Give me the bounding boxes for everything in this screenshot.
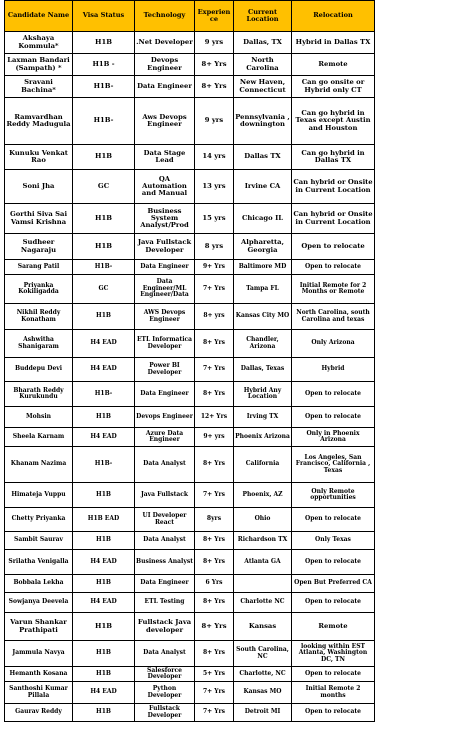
technology-cell[interactable]: Devops Engineer — [135, 54, 195, 76]
table-row — [5, 593, 375, 613]
experience-cell[interactable]: 7+ Yrs — [195, 275, 234, 304]
experience-cell[interactable]: 12+ Yrs — [195, 407, 234, 428]
table-row — [5, 641, 375, 667]
experience-cell[interactable]: 8 yrs — [195, 234, 234, 260]
header-technology[interactable]: Technology — [135, 1, 195, 32]
candidate-name-cell[interactable]: Srilatha Venigalla — [5, 550, 73, 575]
relocation-cell[interactable]: Hybrid in Dallas TX — [292, 32, 375, 54]
current-location-cell[interactable]: Ohio — [234, 508, 292, 532]
technology-cell[interactable]: .Net Developer — [135, 32, 195, 54]
candidate-name-cell[interactable]: Khanam Nazima — [5, 447, 73, 483]
experience-cell[interactable]: 8+ Yrs — [195, 532, 234, 550]
current-location-cell[interactable]: Chicago IL — [234, 204, 292, 234]
visa-status-cell[interactable]: H1B — [73, 234, 135, 260]
relocation-cell[interactable]: Can go onsite or Hybrid only CT — [292, 76, 375, 98]
candidate-name-cell[interactable]: Bobbala Lekha — [5, 575, 73, 593]
current-location-cell[interactable]: Irvine CA — [234, 170, 292, 204]
experience-cell[interactable]: 6 Yrs — [195, 575, 234, 593]
current-location-cell[interactable]: Phoenix Arizona — [234, 428, 292, 447]
visa-status-cell[interactable]: H4 EAD — [73, 593, 135, 613]
technology-cell[interactable]: Business System Analyst/Prod — [135, 204, 195, 234]
visa-status-cell[interactable]: H1B — [73, 641, 135, 667]
technology-cell[interactable]: Python Developer — [135, 682, 195, 704]
table-row — [5, 575, 375, 593]
visa-status-cell[interactable]: H4 EAD — [73, 682, 135, 704]
experience-cell[interactable]: 8+ yrs — [195, 304, 234, 330]
table-row — [5, 170, 375, 204]
visa-status-cell[interactable]: H1B — [73, 613, 135, 641]
relocation-cell[interactable]: Can hybrid or Onsite in Current Location — [292, 170, 375, 204]
candidate-name-cell[interactable]: Nikhil Reddy Konatham — [5, 304, 73, 330]
table-row — [5, 275, 375, 304]
current-location-cell[interactable]: Pennsylvania , downington — [234, 98, 292, 145]
table-row — [5, 667, 375, 682]
experience-cell[interactable]: 8+ Yrs — [195, 550, 234, 575]
technology-cell[interactable]: Business Analyst — [135, 550, 195, 575]
technology-cell[interactable]: Devops Engineer — [135, 407, 195, 428]
visa-status-cell[interactable]: H1B- — [73, 98, 135, 145]
table-row — [5, 145, 375, 170]
current-location-cell[interactable]: Charlotte, NC — [234, 667, 292, 682]
technology-cell[interactable]: Data Engineer — [135, 382, 195, 407]
experience-cell[interactable]: 7+ Yrs — [195, 704, 234, 722]
header-candidate-name[interactable]: Candidate Name — [5, 1, 73, 32]
current-location-cell[interactable]: Chandler, Arizona — [234, 330, 292, 358]
table-row — [5, 508, 375, 532]
visa-status-cell[interactable]: H1B — [73, 575, 135, 593]
experience-cell[interactable]: 8+ Yrs — [195, 330, 234, 358]
visa-status-cell[interactable]: GC — [73, 170, 135, 204]
candidate-name-cell[interactable]: Sarang Patil — [5, 260, 73, 275]
table-row — [5, 358, 375, 382]
table-row — [5, 550, 375, 575]
table-row — [5, 204, 375, 234]
current-location-cell[interactable]: Baltimore MD — [234, 260, 292, 275]
visa-status-cell[interactable]: H1B — [73, 407, 135, 428]
relocation-cell[interactable]: Open to relocate — [292, 407, 375, 428]
experience-cell[interactable]: 8+ Yrs — [195, 382, 234, 407]
table-row — [5, 32, 375, 54]
current-location-cell[interactable]: Kansas MO — [234, 682, 292, 704]
table-row — [5, 330, 375, 358]
table-row — [5, 428, 375, 447]
technology-cell[interactable]: AWS Devops Engineer — [135, 304, 195, 330]
table-row — [5, 260, 375, 275]
candidate-name-cell[interactable]: Priyanka Kokiligadda — [5, 275, 73, 304]
candidate-name-cell[interactable]: Sambit Saurav — [5, 532, 73, 550]
candidate-name-cell[interactable]: Chetty Priyanka — [5, 508, 73, 532]
relocation-cell[interactable]: Can go hybrid in Texas except Austin and Houston — [292, 98, 375, 145]
table-row — [5, 234, 375, 260]
current-location-cell[interactable]: Dallas, TX — [234, 32, 292, 54]
table-row — [5, 613, 375, 641]
experience-cell[interactable]: 5+ Yrs — [195, 667, 234, 682]
table-row — [5, 682, 375, 704]
visa-status-cell[interactable]: H1B- — [73, 382, 135, 407]
candidate-name-cell[interactable]: Sudheer Nagaraju — [5, 234, 73, 260]
relocation-cell[interactable]: Los Angeles, San Francisco, California , Texas — [292, 447, 375, 483]
technology-cell[interactable]: Java Fullstack — [135, 483, 195, 508]
current-location-cell[interactable]: Phoenix, AZ — [234, 483, 292, 508]
technology-cell[interactable]: Aws Devops Engineer — [135, 98, 195, 145]
relocation-cell[interactable]: Hybrid — [292, 358, 375, 382]
relocation-cell[interactable]: North Carolina, south Carolina and texas — [292, 304, 375, 330]
candidate-name-cell[interactable]: Santhoshi Kumar Pillala — [5, 682, 73, 704]
candidate-name-cell[interactable]: Buddepu Devi — [5, 358, 73, 382]
current-location-cell[interactable]: South Carolina, NC — [234, 641, 292, 667]
experience-cell[interactable]: 7+ Yrs — [195, 358, 234, 382]
current-location-cell[interactable]: Kansas — [234, 613, 292, 641]
visa-status-cell[interactable]: H4 EAD — [73, 358, 135, 382]
table-row — [5, 98, 375, 145]
technology-cell[interactable]: Data Engineer — [135, 76, 195, 98]
current-location-cell[interactable]: Dallas, Texas — [234, 358, 292, 382]
visa-status-cell[interactable]: H1B- — [73, 447, 135, 483]
relocation-cell[interactable]: Initial Remote 2 months — [292, 682, 375, 704]
current-location-cell[interactable]: Tampa FL — [234, 275, 292, 304]
candidate-name-cell[interactable]: Gorthi Siva Sai Vamsi Krishna — [5, 204, 73, 234]
candidate-name-cell[interactable]: Sravani Bachina* — [5, 76, 73, 98]
current-location-cell[interactable]: California — [234, 447, 292, 483]
candidate-name-cell[interactable]: Himateja Vuppu — [5, 483, 73, 508]
relocation-cell[interactable]: Can go hybrid in Dallas TX — [292, 145, 375, 170]
relocation-cell[interactable]: Open to relocate — [292, 704, 375, 722]
relocation-cell[interactable]: Remote — [292, 613, 375, 641]
experience-cell[interactable]: 8+ Yrs — [195, 447, 234, 483]
table-row — [5, 382, 375, 407]
visa-status-cell[interactable]: H1B — [73, 304, 135, 330]
technology-cell[interactable]: Fullstack Java developer — [135, 613, 195, 641]
visa-status-cell[interactable]: H1B EAD — [73, 508, 135, 532]
experience-cell[interactable]: 8+ Yrs — [195, 54, 234, 76]
experience-cell[interactable]: 14 yrs — [195, 145, 234, 170]
technology-cell[interactable]: Data Stage Lead — [135, 145, 195, 170]
experience-cell[interactable]: 15 yrs — [195, 204, 234, 234]
relocation-cell[interactable]: Only in Phoenix Arizona — [292, 428, 375, 447]
technology-cell[interactable]: Data Engineer — [135, 575, 195, 593]
current-location-cell[interactable]: Kansas City MO — [234, 304, 292, 330]
candidate-name-cell[interactable]: Kunuku Venkat Rao — [5, 145, 73, 170]
relocation-cell[interactable]: Open to relocate — [292, 667, 375, 682]
relocation-cell[interactable]: Initial Remote for 2 Months or Remote — [292, 275, 375, 304]
current-location-cell[interactable]: Alpharetta, Georgia — [234, 234, 292, 260]
candidate-name-cell[interactable]: Varun Shankar Prathipati — [5, 613, 73, 641]
header-current-location[interactable]: Current Location — [234, 1, 292, 32]
relocation-cell[interactable]: Remote — [292, 54, 375, 76]
table-body — [5, 32, 375, 722]
visa-status-cell[interactable]: GC — [73, 275, 135, 304]
current-location-cell[interactable]: Dallas TX — [234, 145, 292, 170]
visa-status-cell[interactable]: H1B — [73, 667, 135, 682]
candidate-sheet — [4, 0, 374, 722]
current-location-cell[interactable]: New Haven, Connecticut — [234, 76, 292, 98]
visa-status-cell[interactable]: H1B — [73, 32, 135, 54]
table-row — [5, 76, 375, 98]
current-location-cell[interactable]: Irving TX — [234, 407, 292, 428]
visa-status-cell[interactable]: H4 EAD — [73, 428, 135, 447]
candidate-name-cell[interactable]: Akshaya Kommula* — [5, 32, 73, 54]
candidate-name-cell[interactable]: Jammula Navya — [5, 641, 73, 667]
technology-cell[interactable]: Data Analyst — [135, 447, 195, 483]
relocation-cell[interactable]: Only Arizona — [292, 330, 375, 358]
table-row — [5, 407, 375, 428]
experience-cell[interactable]: 8+ Yrs — [195, 76, 234, 98]
relocation-cell[interactable]: Open to relocate — [292, 550, 375, 575]
technology-cell[interactable]: Data Analyst — [135, 532, 195, 550]
relocation-cell[interactable]: Open to relocate — [292, 260, 375, 275]
relocation-cell[interactable]: Can hybrid or Onsite in Current Location — [292, 204, 375, 234]
technology-cell[interactable]: ETL Informatica Developer — [135, 330, 195, 358]
current-location-cell[interactable]: Hybrid Any Location — [234, 382, 292, 407]
technology-cell[interactable]: QA Automation and Manual — [135, 170, 195, 204]
relocation-cell[interactable]: Only Remote opportunities — [292, 483, 375, 508]
table-row — [5, 483, 375, 508]
experience-cell[interactable]: 8+ Yrs — [195, 641, 234, 667]
visa-status-cell[interactable]: H1B — [73, 483, 135, 508]
relocation-cell[interactable]: looking within EST Atlanta, Washington DC, TN — [292, 641, 375, 667]
visa-status-cell[interactable]: H1B- — [73, 76, 135, 98]
visa-status-cell[interactable]: H1B — [73, 704, 135, 722]
relocation-cell[interactable]: Open But Preferred CA — [292, 575, 375, 593]
technology-cell[interactable]: Fullstack Developer — [135, 704, 195, 722]
visa-status-cell[interactable]: H1B — [73, 145, 135, 170]
technology-cell[interactable]: Azure Data Engineer — [135, 428, 195, 447]
candidate-name-cell[interactable]: Hemanth Kosana — [5, 667, 73, 682]
relocation-cell[interactable]: Open to relocate — [292, 593, 375, 613]
visa-status-cell[interactable]: H1B- — [73, 260, 135, 275]
technology-cell[interactable]: Data Engineer/ML Engineer/Data — [135, 275, 195, 304]
experience-cell[interactable]: 8yrs — [195, 508, 234, 532]
experience-cell[interactable]: 13 yrs — [195, 170, 234, 204]
header-experience[interactable]: Experience — [195, 1, 234, 32]
current-location-cell[interactable]: Charlotte NC — [234, 593, 292, 613]
relocation-cell[interactable]: Open to relocate — [292, 508, 375, 532]
relocation-cell[interactable]: Only Texas — [292, 532, 375, 550]
current-location-cell[interactable] — [234, 575, 292, 593]
header-relocation[interactable]: Relocation — [292, 1, 375, 32]
experience-cell[interactable]: 9 yrs — [195, 32, 234, 54]
experience-cell[interactable]: 8+ Yrs — [195, 593, 234, 613]
candidate-name-cell[interactable]: Sowjanya Deevela — [5, 593, 73, 613]
experience-cell[interactable]: 8+ Yrs — [195, 613, 234, 641]
experience-cell[interactable]: 7+ Yrs — [195, 483, 234, 508]
header-visa-status[interactable]: Visa Status — [73, 1, 135, 32]
candidate-name-cell[interactable]: Gaurav Reddy — [5, 704, 73, 722]
candidate-name-cell[interactable]: Bharath Reddy Kurukundu — [5, 382, 73, 407]
table-row — [5, 447, 375, 483]
technology-cell[interactable]: UI Developer React — [135, 508, 195, 532]
experience-cell[interactable]: 9+ Yrs — [195, 260, 234, 275]
experience-cell[interactable]: 7+ Yrs — [195, 682, 234, 704]
candidate-name-cell[interactable]: Sheela Karnam — [5, 428, 73, 447]
technology-cell[interactable]: Data Analyst — [135, 641, 195, 667]
technology-cell[interactable]: Data Engineer — [135, 260, 195, 275]
candidate-name-cell[interactable]: Ramvardhan Reddy Madugula — [5, 98, 73, 145]
current-location-cell[interactable]: Atlanta GA — [234, 550, 292, 575]
candidate-name-cell[interactable]: Laxman Bandari (Sampath) * — [5, 54, 73, 76]
candidate-name-cell[interactable]: Mohsin — [5, 407, 73, 428]
technology-cell[interactable]: Power BI Developer — [135, 358, 195, 382]
current-location-cell[interactable]: North Carolina — [234, 54, 292, 76]
visa-status-cell[interactable]: H4 EAD — [73, 550, 135, 575]
table-row — [5, 704, 375, 722]
header-row — [5, 1, 375, 32]
technology-cell[interactable]: Salesforce Developer — [135, 667, 195, 682]
current-location-cell[interactable]: Richardson TX — [234, 532, 292, 550]
visa-status-cell[interactable]: H1B - — [73, 54, 135, 76]
relocation-cell[interactable]: Open to relocate — [292, 234, 375, 260]
candidate-table — [4, 0, 375, 722]
table-row — [5, 532, 375, 550]
candidate-name-cell[interactable]: Soni Jha — [5, 170, 73, 204]
experience-cell[interactable]: 9+ yrs — [195, 428, 234, 447]
visa-status-cell[interactable]: H1B — [73, 204, 135, 234]
table-row — [5, 54, 375, 76]
technology-cell[interactable]: ETL Testing — [135, 593, 195, 613]
technology-cell[interactable]: Java Fullstack Developer — [135, 234, 195, 260]
table-row — [5, 304, 375, 330]
candidate-name-cell[interactable]: Ashwitha Shanigaram — [5, 330, 73, 358]
visa-status-cell[interactable]: H1B — [73, 532, 135, 550]
relocation-cell[interactable]: Open to relocate — [292, 382, 375, 407]
current-location-cell[interactable]: Detroit MI — [234, 704, 292, 722]
experience-cell[interactable]: 9 yrs — [195, 98, 234, 145]
visa-status-cell[interactable]: H4 EAD — [73, 330, 135, 358]
